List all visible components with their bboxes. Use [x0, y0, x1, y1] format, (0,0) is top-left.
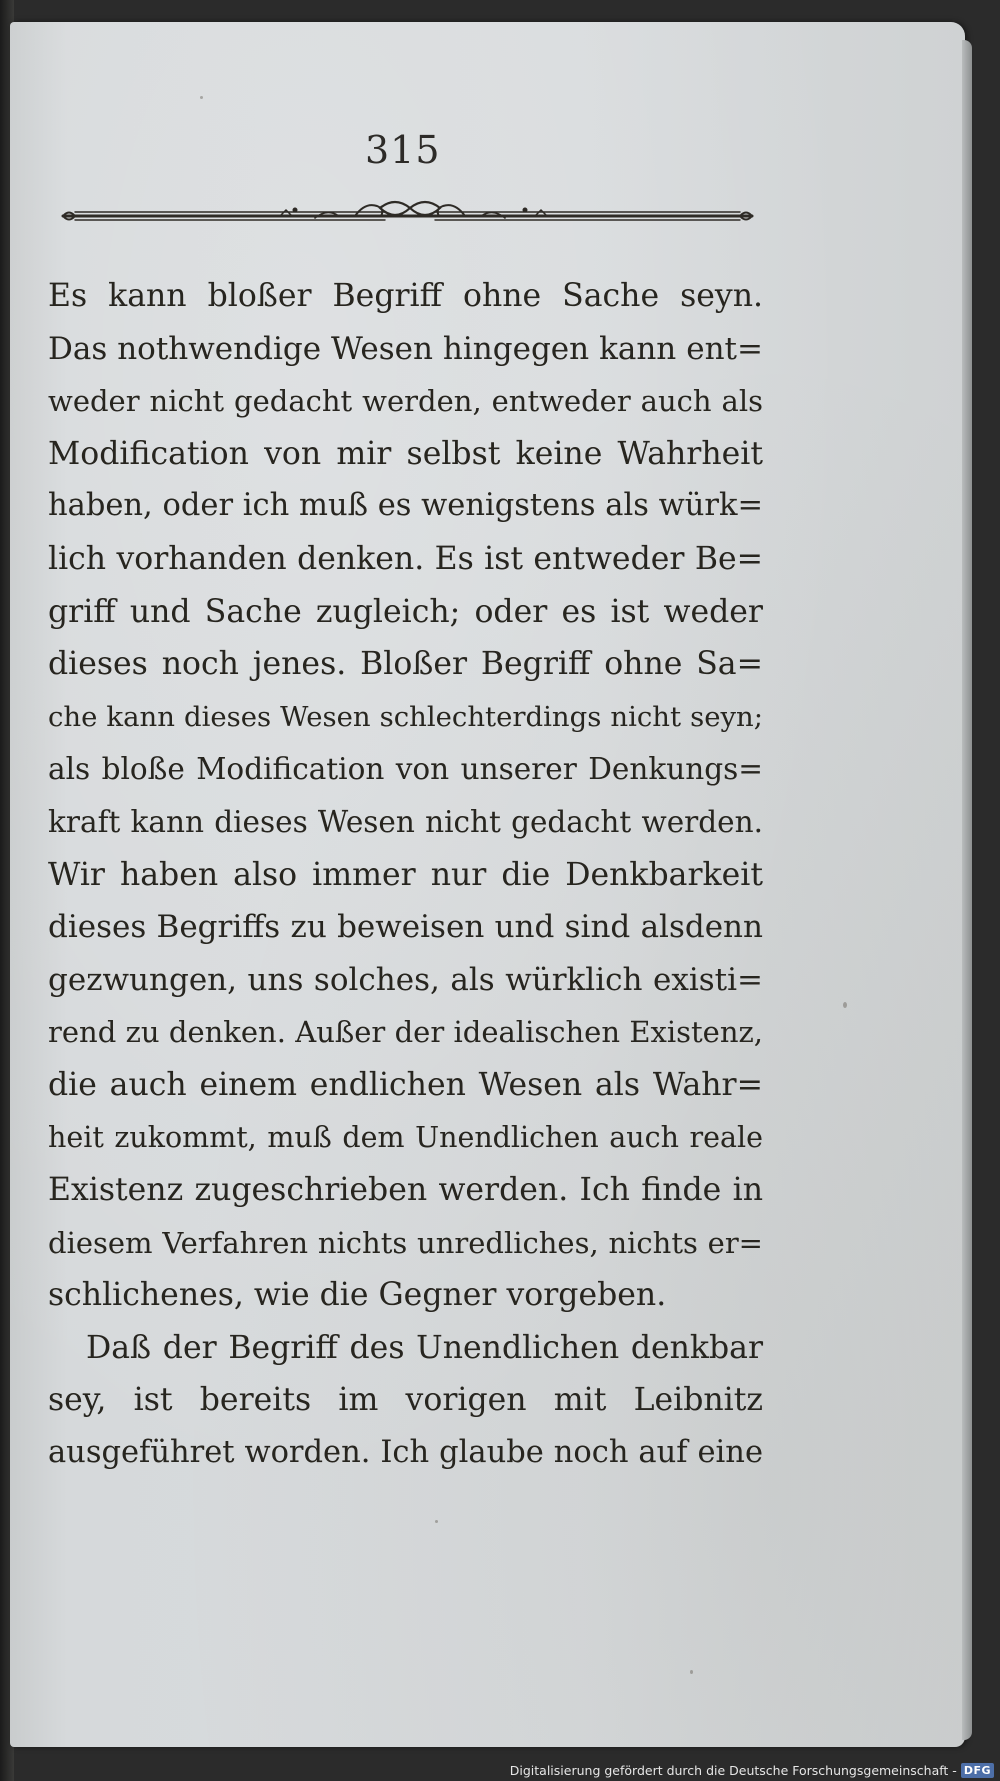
text-line: sey, ist bereits im vorigen mit Leibnitz [48, 1382, 763, 1419]
text-line: Modification von mir selbst keine Wahrheit [48, 435, 763, 472]
text-line: haben, oder ich muß es wenigstens als würk= [48, 488, 763, 524]
text-line: Das nothwendige Wesen hingegen kann ent= [48, 330, 763, 367]
text-line: Es kann bloßer Begriff ohne Sache seyn. [48, 278, 763, 314]
text-line: dieses noch jenes. Bloßer Begriff ohne Sa= [48, 646, 763, 683]
ornament-divider-icon [55, 196, 760, 236]
text-line: griff und Sache zugleich; oder es ist weder [48, 593, 763, 630]
text-line: gezwungen, uns solches, als würklich existi= [48, 961, 763, 998]
text-line: diesem Verfahren nichts unredliches, nichts er= [48, 1225, 763, 1260]
paper-speck [690, 1670, 693, 1674]
text-line: rend zu denken. Außer der idealischen Existenz, [48, 1015, 763, 1050]
text-line: ausgeführet worden. Ich glaube noch auf eine [48, 1435, 763, 1471]
credit-text: Digitalisierung gefördert durch die Deutsche Forschungsgemeinschaft - [509, 1763, 957, 1778]
text-line: che kann dieses Wesen schlechterdings nicht seyn; [48, 700, 763, 733]
text-line: als bloße Modification von unserer Denkungs= [48, 752, 763, 787]
text-line: heit zukommt, muß dem Unendlichen auch reale [48, 1120, 763, 1154]
page-number: 315 [365, 128, 441, 172]
page-edge [962, 40, 972, 1740]
text-line: Existenz zugeschrieben werden. Ich finde in [48, 1172, 763, 1209]
text-line: Wir haben also immer nur die Denkbarkeit [48, 856, 763, 893]
paper-speck [200, 96, 203, 99]
paper-speck [435, 1520, 438, 1523]
dfg-logo-icon: DFG [961, 1763, 994, 1778]
text-line: kraft kann dieses Wesen nicht gedacht werden. [48, 804, 763, 839]
body-text [48, 270, 763, 1480]
text-line: Daß der Begriff des Unendlichen denkbar [86, 1329, 763, 1366]
paper-speck [843, 1002, 847, 1008]
text-line: dieses Begriffs zu beweisen und sind alsdenn [48, 909, 763, 946]
text-line: die auch einem endlichen Wesen als Wahr= [48, 1066, 763, 1103]
text-line: weder nicht gedacht werden, entweder auch als [48, 384, 763, 419]
text-line: schlichenes, wie die Gegner vorgeben. [48, 1277, 667, 1314]
text-line: lich vorhanden denken. Es ist entweder Be= [48, 540, 763, 577]
digitization-credit [510, 1763, 994, 1778]
